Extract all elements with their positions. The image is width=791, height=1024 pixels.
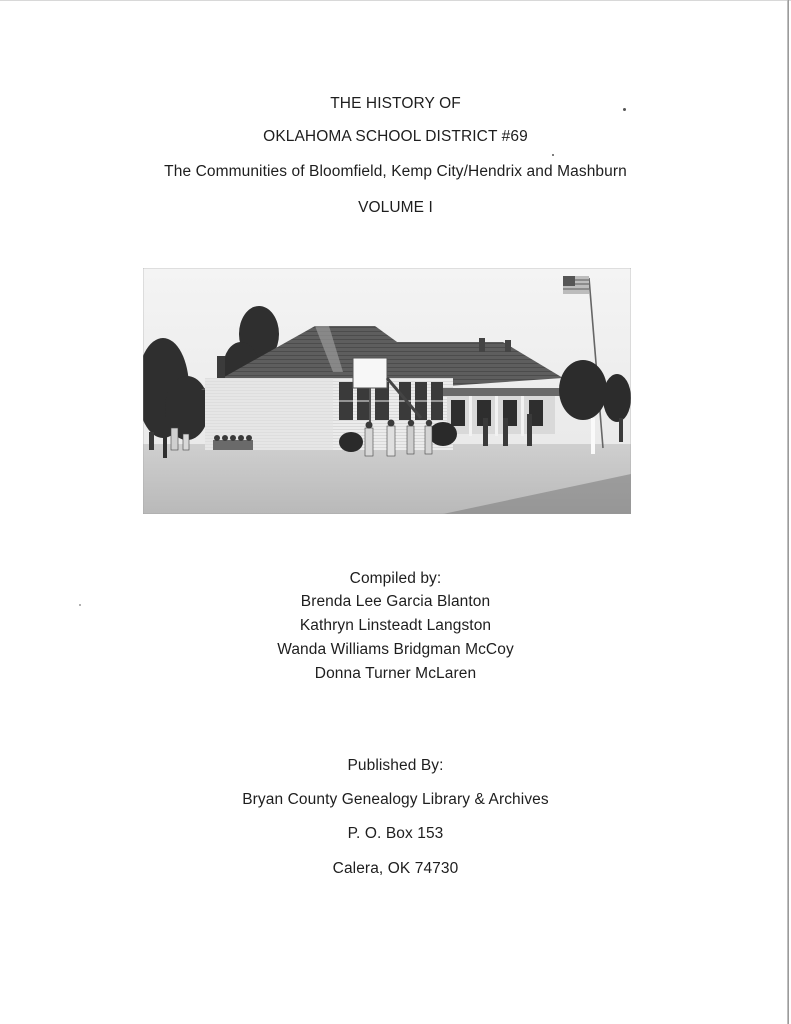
compiler-name: Kathryn Linsteadt Langston: [299, 617, 492, 634]
title-line-1: THE HISTORY OF: [330, 95, 461, 112]
title-line-3: The Communities of Bloomfield, Kemp City/Hendrix and Mashburn: [164, 163, 627, 180]
title-line-4: VOLUME I: [358, 199, 433, 216]
page-top-edge: [0, 0, 791, 1]
schoolhouse-photo: [143, 268, 631, 514]
compiled-by-heading: Compiled by:: [349, 570, 442, 587]
publisher-city: Calera, OK 74730: [332, 860, 459, 877]
compiler-name: Brenda Lee Garcia Blanton: [300, 593, 491, 610]
compiler-name: Donna Turner McLaren: [314, 665, 477, 682]
publisher-address: P. O. Box 153: [347, 825, 444, 842]
scan-speck: [552, 154, 554, 156]
title-line-2: OKLAHOMA SCHOOL DISTRICT #69: [263, 128, 528, 145]
compiler-name: Wanda Williams Bridgman McCoy: [277, 641, 514, 658]
published-by-heading: Published By:: [347, 757, 444, 774]
publisher-name: Bryan County Genealogy Library & Archives: [242, 791, 549, 808]
